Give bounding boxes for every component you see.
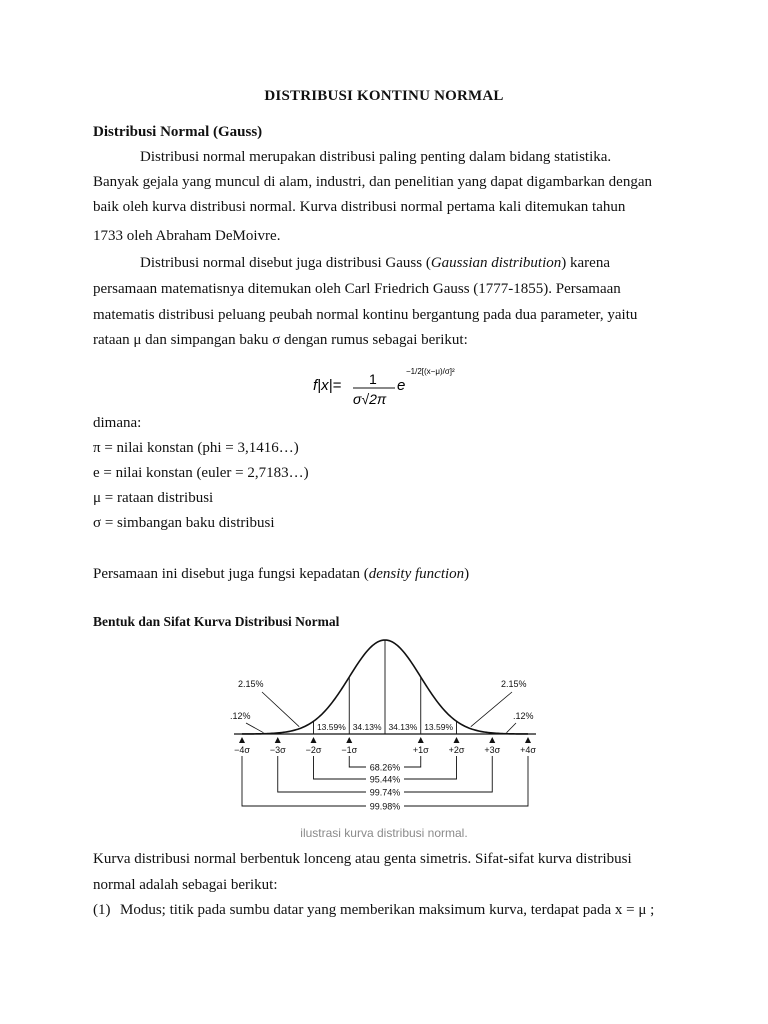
tick-arrow [346,737,352,743]
section-heading-gauss: Distribusi Normal (Gauss) [93,124,263,140]
emphasis-text: density function [368,566,465,582]
x-tick-label: −4σ [234,745,250,755]
paragraph-line: Distribusi normal merupakan distribusi paling penting dalam bidang statistika. [140,149,612,165]
tick-arrow [525,737,531,743]
paragraph-line [140,255,610,272]
page-title: DISTRIBUSI KONTINU NORMAL [264,88,504,104]
range-percentage-label: 68.26% [369,762,401,773]
annotation-leader-line [471,692,512,727]
tail-annotation-label: .12% [230,711,251,721]
emphasis-text: Gaussian distribution [430,255,562,271]
dimana-label: dimana: [93,415,142,431]
text-run: Persamaan ini disebut juga fungsi kepadatan ( [93,566,369,582]
x-tick-label: +3σ [484,745,501,755]
tail-annotation-label: 2.15% [501,679,527,689]
formula-svg [313,362,473,412]
tick-arrow [311,737,317,743]
paragraph-line: 1733 oleh Abraham DeMoivre. [93,228,281,244]
density-line [93,566,469,583]
formula-exponent: −1/2[(x−μ)/σ]² [406,367,455,376]
annotation-leader-line [246,723,263,733]
range-percentage-label: 99.74% [369,787,401,798]
annotation-leader-line [262,692,299,727]
paragraph-line: rataan μ dan simpangan baku σ dengan rumus sebagai berikut: [93,332,468,348]
x-tick-label: −2σ [305,745,322,755]
tick-arrow [454,737,460,743]
x-tick-label: +2σ [448,745,465,755]
section-heading-curve: Bentuk dan Sifat Kurva Distribusi Normal [93,614,340,629]
region-percentage-label: 34.13% [352,722,382,732]
normal-curve-chart [220,632,550,827]
list-item-number: (1) [93,902,111,918]
region-percentage-label: 13.59% [424,722,454,732]
range-percentage-label: 99.98% [369,801,401,812]
formula-lhs: f|x|= [313,377,342,394]
paragraph-line: baik oleh kurva distribusi normal. Kurva distribusi normal pertama kali ditemukan tahun [93,199,626,215]
paragraph-line: normal adalah sebagai berikut: [93,877,278,893]
figure-caption: ilustrasi kurva distribusi normal. [300,826,468,840]
x-tick-label: −3σ [269,745,286,755]
text-run: ) [464,566,470,582]
tick-arrow [239,737,245,743]
text-run: Distribusi normal disebut juga distribusi Gauss ( [140,255,431,271]
paragraph-line: matematis distribusi peluang peubah normal kontinu bergantung pada dua parameter, yaitu [93,307,638,323]
region-percentage-label: 34.13% [388,722,418,732]
formula-base: e [397,377,406,394]
text-run: ) karena [561,255,610,271]
x-tick-label: −1σ [341,745,358,755]
range-percentage-label: 95.44% [369,774,401,785]
definition-item: e = nilai konstan (euler = 2,7183…) [93,465,309,481]
density-formula [313,362,473,417]
x-tick-label: +4σ [520,745,536,755]
chart-svg [220,632,550,822]
tick-arrow [275,737,281,743]
definition-item: μ = rataan distribusi [93,490,214,506]
tick-arrow [418,737,424,743]
definition-item: σ = simbangan baku distribusi [93,515,275,531]
list-item-text: Modus; titik pada sumbu datar yang memberikan maksimum kurva, terdapat pada x = μ ; [120,902,655,918]
tail-annotation-label: 2.15% [238,679,264,689]
paragraph-line: persamaan matematisnya ditemukan oleh Carl Friedrich Gauss (1777-1855). Persamaan [93,281,621,297]
formula-denominator: σ√2π [353,391,387,407]
tail-annotation-label: .12% [513,711,534,721]
formula-numerator: 1 [369,371,377,387]
tick-arrow [489,737,495,743]
paragraph-line: Kurva distribusi normal berbentuk lonceng atau genta simetris. Sifat-sifat kurva distribusi [93,851,632,867]
definition-item: π = nilai konstan (phi = 3,1416…) [93,440,299,456]
x-tick-label: +1σ [412,745,429,755]
region-percentage-label: 13.59% [316,722,346,732]
paragraph-line: Banyak gejala yang muncul di alam, industri, dan penelitian yang dapat digambarkan dengan [93,174,652,190]
annotation-leader-line [507,723,516,733]
